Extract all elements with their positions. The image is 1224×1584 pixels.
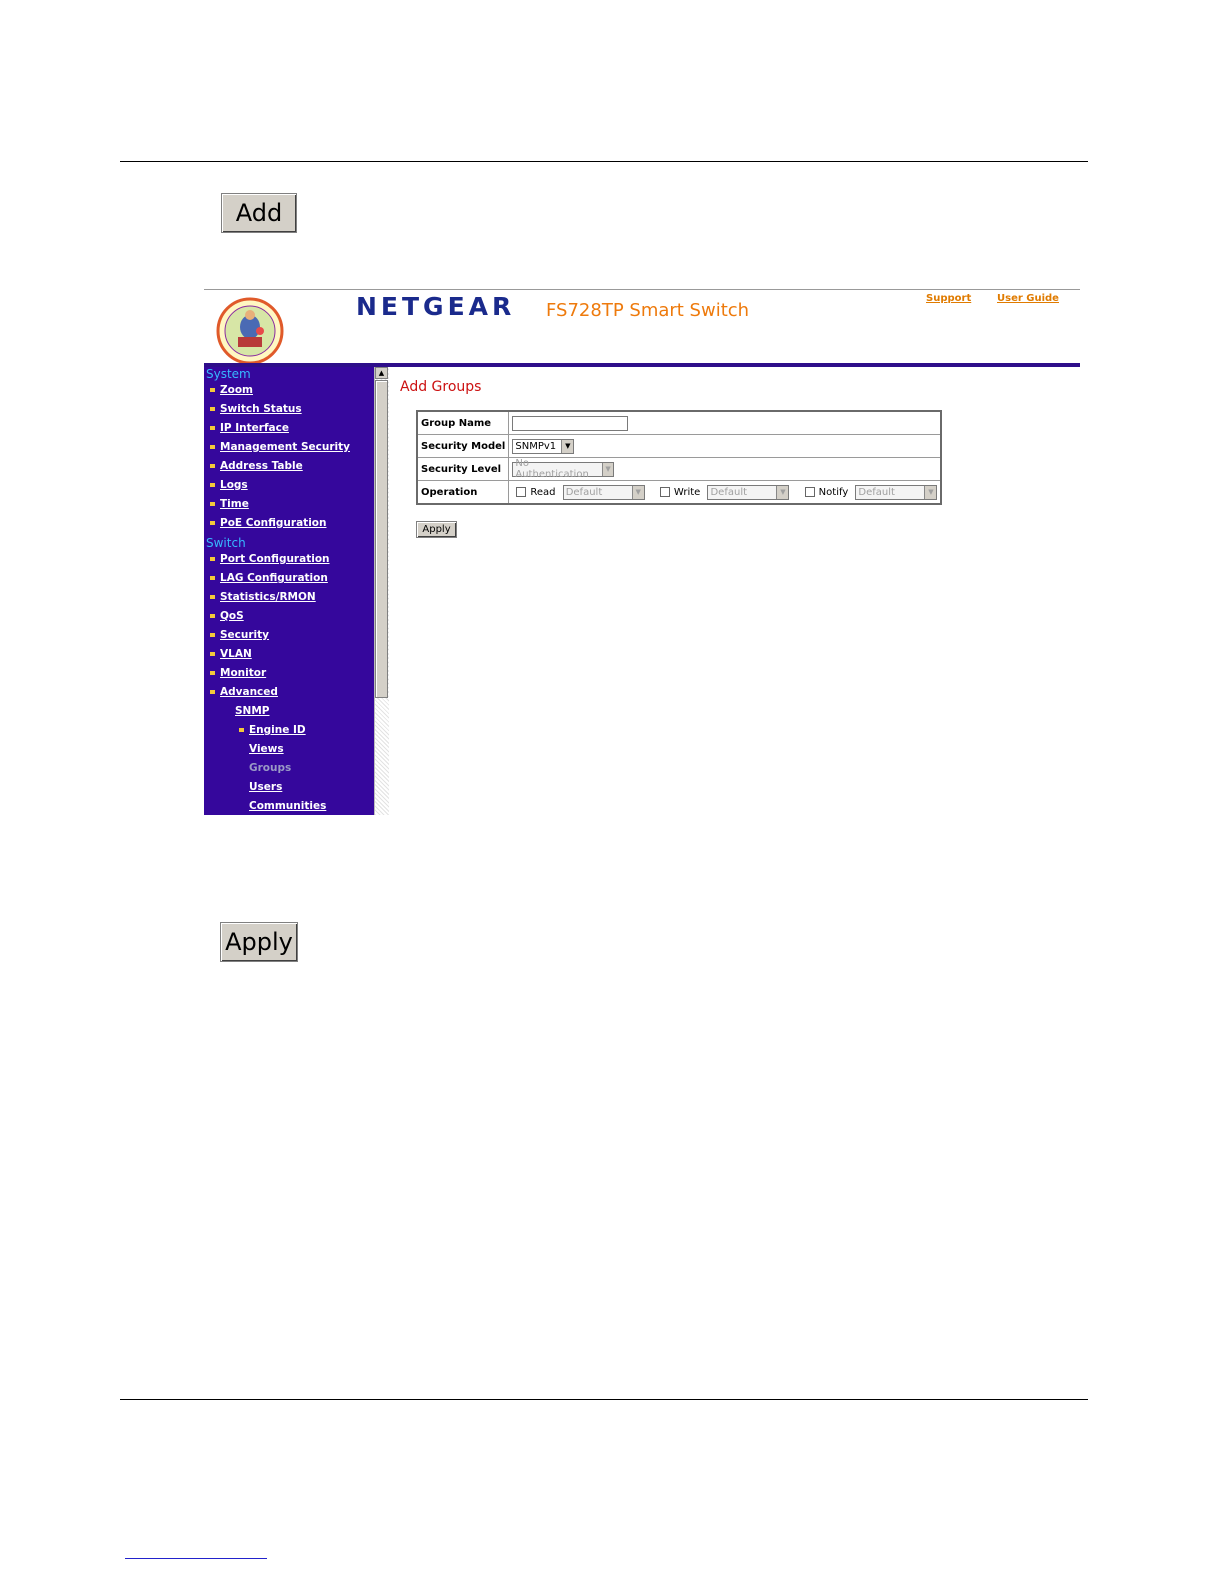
- folder-icon: [210, 576, 215, 580]
- read-checkbox[interactable]: [516, 487, 526, 497]
- sidebar-item-advanced[interactable]: Advanced: [210, 686, 278, 698]
- folder-icon: [210, 388, 215, 392]
- footer-link-underline: [125, 1558, 267, 1559]
- notify-label: Notify: [818, 486, 849, 498]
- read-view-value: Default: [565, 486, 603, 498]
- add-button[interactable]: Add: [221, 193, 297, 233]
- chevron-down-icon: ▼: [561, 440, 573, 453]
- scroll-thumb[interactable]: [375, 380, 388, 698]
- read-label: Read: [530, 486, 556, 498]
- folder-icon: [210, 671, 215, 675]
- folder-icon: [210, 521, 215, 525]
- chevron-down-icon: ▼: [924, 486, 936, 499]
- sidebar-item-security[interactable]: Security: [210, 629, 269, 641]
- screenshot-frame: [204, 289, 1080, 815]
- sidebar-item-statistics-rmon[interactable]: Statistics/RMON: [210, 591, 316, 603]
- page-title: Add Groups: [400, 379, 482, 395]
- operation-label: Operation: [417, 481, 509, 505]
- sidebar-item-switch-status[interactable]: Switch Status: [210, 403, 302, 415]
- sidebar-item-port-configuration[interactable]: Port Configuration: [210, 553, 330, 565]
- folder-icon: [210, 407, 215, 411]
- write-view-value: Default: [710, 486, 748, 498]
- scroll-up-arrow-icon[interactable]: ▲: [375, 367, 388, 379]
- group-name-label: Group Name: [417, 411, 509, 435]
- security-model-value: SNMPv1: [515, 440, 557, 452]
- folder-icon: [210, 502, 215, 506]
- security-level-value: No Authentication: [515, 458, 589, 480]
- security-model-select[interactable]: [512, 439, 574, 454]
- product-name: FS728TP Smart Switch: [546, 300, 750, 321]
- sidebar-item-groups[interactable]: Groups: [249, 762, 292, 774]
- folder-icon: [210, 426, 215, 430]
- add-groups-form: [416, 410, 942, 505]
- folder-icon: [210, 483, 215, 487]
- user-guide-link[interactable]: User Guide: [997, 293, 1059, 304]
- sidebar-item-ip-interface[interactable]: IP Interface: [210, 422, 289, 434]
- sidebar-item-address-table[interactable]: Address Table: [210, 460, 303, 472]
- folder-icon: [210, 652, 215, 656]
- security-level-select[interactable]: [512, 458, 614, 480]
- folder-icon: [210, 557, 215, 561]
- notify-view-select[interactable]: [855, 485, 937, 500]
- sidebar-item-poe-configuration[interactable]: PoE Configuration: [210, 517, 326, 529]
- sidebar-item-lag-configuration[interactable]: LAG Configuration: [210, 572, 328, 584]
- security-level-label: Security Level: [417, 458, 509, 481]
- header-top-line: [204, 289, 1080, 290]
- sidebar-item-vlan[interactable]: VLAN: [210, 648, 252, 660]
- sidebar-item-management-security[interactable]: Management Security: [210, 441, 350, 453]
- sidebar-item-zoom[interactable]: Zoom: [210, 384, 253, 396]
- folder-icon: [210, 464, 215, 468]
- sidebar-section-switch: Switch: [206, 536, 246, 550]
- sidebar-item-monitor[interactable]: Monitor: [210, 667, 266, 679]
- sidebar-item-time[interactable]: Time: [210, 498, 249, 510]
- sidebar-item-communities[interactable]: Communities: [249, 800, 327, 812]
- sidebar-item-engine-id[interactable]: Engine ID: [239, 724, 306, 736]
- top-rule: [120, 161, 1088, 162]
- chevron-down-icon: ▼: [602, 463, 614, 476]
- write-checkbox[interactable]: [660, 487, 670, 497]
- notify-view-value: Default: [858, 486, 895, 498]
- chevron-down-icon: ▼: [632, 486, 644, 499]
- sidebar-item-logs[interactable]: Logs: [210, 479, 248, 491]
- read-view-select[interactable]: [563, 485, 645, 500]
- folder-icon: [239, 728, 244, 732]
- group-name-input[interactable]: [512, 416, 628, 431]
- bottom-rule: [120, 1399, 1088, 1400]
- sidebar-item-qos[interactable]: QoS: [210, 610, 244, 622]
- support-link[interactable]: Support: [926, 293, 972, 304]
- chevron-down-icon: ▼: [776, 486, 788, 499]
- sidebar-item-users[interactable]: Users: [249, 781, 283, 793]
- write-label: Write: [673, 486, 701, 498]
- security-model-label: Security Model: [417, 435, 509, 458]
- brand-name: NETGEAR: [356, 292, 516, 321]
- form-apply-button[interactable]: Apply: [416, 521, 457, 538]
- folder-icon: [210, 445, 215, 449]
- write-view-select[interactable]: [707, 485, 789, 500]
- sidebar-item-views[interactable]: Views: [249, 743, 284, 755]
- netgear-logo-icon: [216, 297, 284, 365]
- sidebar-scrollbar[interactable]: [374, 367, 389, 815]
- sidebar-item-snmp[interactable]: SNMP: [235, 705, 270, 717]
- folder-icon: [210, 690, 215, 694]
- notify-checkbox[interactable]: [805, 487, 815, 497]
- folder-icon: [210, 633, 215, 637]
- sidebar-nav: [204, 367, 374, 815]
- folder-icon: [210, 614, 215, 618]
- apply-button[interactable]: Apply: [220, 922, 298, 962]
- sidebar-section-system: System: [206, 367, 251, 381]
- folder-icon: [210, 595, 215, 599]
